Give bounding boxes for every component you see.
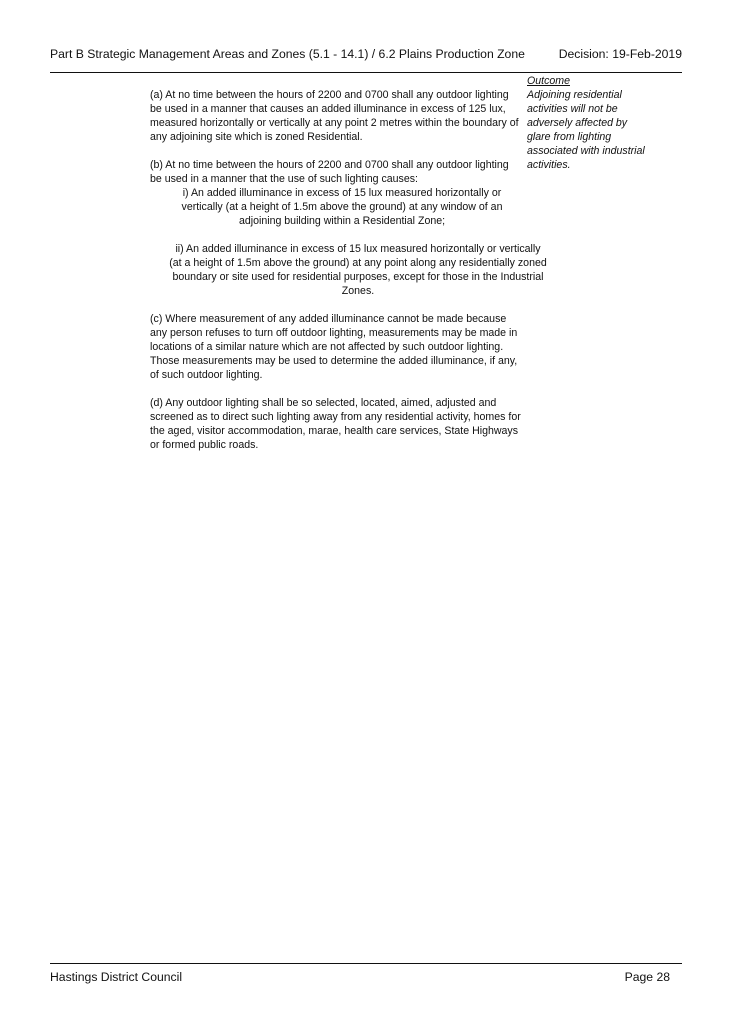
- subclause-i: i) An added illuminance in excess of 15 lux measured horizontally or vertically (at a height of 1.5m above the ground) at any window of an adjoining building within a Residential Zone;: [181, 187, 503, 227]
- footer-organisation: Hastings District Council: [50, 970, 183, 984]
- header-title: Part B Strategic Management Areas and Zones (5.1 - 14.1) / 6.2 Plains Production Zone: [50, 47, 525, 61]
- page-number: Page 28: [624, 970, 670, 984]
- spacer: [150, 228, 522, 242]
- outcome-title: Outcome: [527, 75, 570, 87]
- header-decision-date: Decision: 19-Feb-2019: [558, 47, 682, 61]
- paragraph-b: (b) At no time between the hours of 2200 and 0700 shall any outdoor lighting be used in a manner that the use of such lighting causes:: [150, 159, 509, 185]
- paragraph-d: (d) Any outdoor lighting shall be so selected, located, aimed, adjusted and screened as to direct such lighting away from any residential activity, homes for the aged, visitor accommodation, marae, health care services, State Highways or formed public roads.: [150, 397, 521, 451]
- paragraph-c: (c) Where measurement of any added illuminance cannot be made because any person refuses to turn off outdoor lighting, measurements may be made in locations of a similar nature which are not affected by such outdoor lighting. Those measurements may be used to determine the added illuminance, if any, of such outdoor lighting.: [150, 313, 518, 381]
- subclause-ii: ii) An added illuminance in excess of 15 lux measured horizontally or vertically (at a height of 1.5m above the ground) at any point along any residentially zoned boundary or site used for residential purposes, except for those in the Industrial Zones.: [169, 243, 547, 297]
- footer-divider: [50, 963, 682, 964]
- outcome-text: Adjoining residential activities will not be adversely affected by glare from lighting associated with industrial activities.: [527, 89, 645, 171]
- header-divider: [50, 72, 682, 73]
- rule-text: [150, 88, 547, 466]
- paragraph-a: (a) At no time between the hours of 2200 and 0700 shall any outdoor lighting be used in a manner that causes an added illuminance in excess of 125 lux, measured horizontally or vertically at any point 2 metres within the boundary of any adjoining site which is zoned Residential.: [150, 89, 519, 143]
- page-header: [50, 46, 682, 62]
- page-footer: [50, 969, 670, 985]
- outcome-sidebar: [527, 74, 647, 172]
